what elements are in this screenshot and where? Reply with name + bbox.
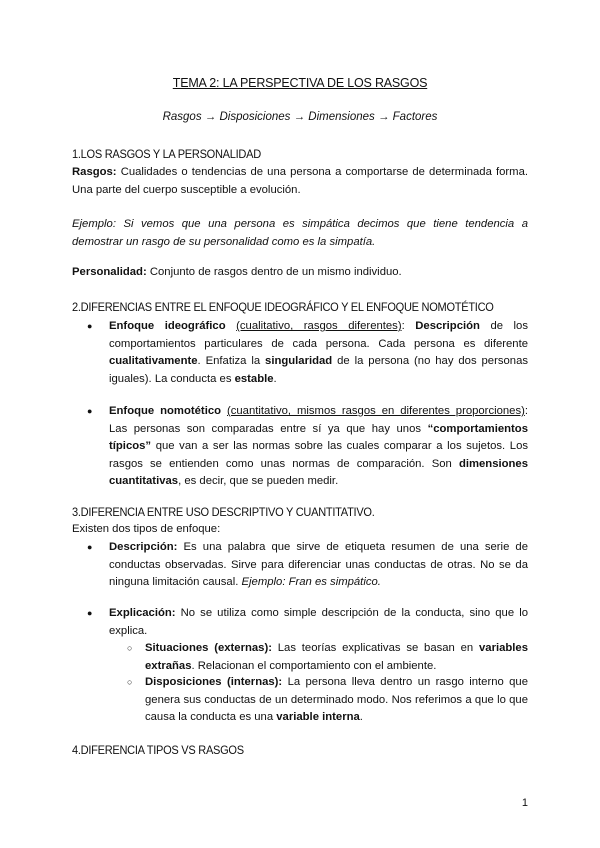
rasgos-label: Rasgos: [72,166,117,178]
document-subtitle: Rasgos → Disposiciones → Dimensiones → Factores [162,111,438,123]
list-item-descripcion: ● Descripción: Es una palabra que sirve de etiqueta resumen de una serie de conductas observadas. Sirve para diferenciar unas conductas de otras. No se da ninguna limitación causal. Ejemplo: Fran es simpático. [87,541,528,588]
section3-intro: Existen dos tipos de enfoque: [72,523,221,535]
bullet-icon: ● [87,542,93,552]
rasgos-definition [72,164,528,199]
bullet-icon: ● [87,406,93,416]
document-title: TEMA 2: LA PERSPECTIVA DE LOS RASGOS [172,76,428,90]
section1-heading: 1.LOS RASGOS Y LA PERSONALIDAD [72,147,261,161]
section2-heading: 2.DIFERENCIAS ENTRE EL ENFOQUE IDEOGRÁFICO Y EL ENFOQUE NOMOTÉTICO [72,300,494,314]
sublist-item-disposiciones: ○ Disposiciones (internas): La persona lleva dentro un rasgo interno que genera sus conductas de un determinado modo. Nos referimos a que lo que causa la conducta es una variable interna. [127,676,529,723]
personalidad-definition [72,264,528,282]
section3-heading: 3.DIFERENCIA ENTRE USO DESCRIPTIVO Y CUANTITATIVO. [72,505,375,519]
circle-bullet-icon: ○ [127,643,133,653]
personalidad-label: Personalidad: [72,266,147,278]
rasgos-text: Cualidades o tendencias de una persona a comportarse de determinada forma. Una parte del cuerpo susceptible a evolución. [72,166,528,196]
list-item-ideografico: ● Enfoque ideográfico (cualitativo, rasgos diferentes): Descripción de los comportamientos particulares de cada persona. Cada persona es diferente cualitativamente. Enfatiza la singularidad de la persona (no hay dos personas iguales). La conducta es estable. [87,320,528,385]
bullet-icon: ● [87,321,93,331]
bullet-icon: ● [87,608,93,618]
list-item-explicacion: ● Explicación: No se utiliza como simple descripción de la conducta, sino que lo explica. [87,607,528,637]
personalidad-text: Conjunto de rasgos dentro de un mismo individuo. [146,266,402,278]
page-number: 1 [521,797,528,809]
section4-heading: 4.DIFERENCIA TIPOS VS RASGOS [72,743,244,757]
sublist-item-situaciones: ○ Situaciones (externas): Las teorías explicativas se basan en variables extrañas. Relacionan el comportamiento con el ambiente. [127,642,528,672]
circle-bullet-icon: ○ [127,677,133,687]
list-item-nomotetico: ● Enfoque nomotético (cuantitativo, mismos rasgos en diferentes proporciones): Las personas son comparadas entre sí ya que hay unos “comportamientos típicos” que van a ser las normas sobre las cuales comparar a los sujetos. Los rasgos se entienden como unas normas de comparación. Son dimensiones cuantitativas, es decir, que se pueden medir. [87,405,529,487]
rasgos-example: Ejemplo: Si vemos que una persona es simpática decimos que tiene tendencia a demostrar un rasgo de su personalidad como es la simpatía. [72,218,528,248]
